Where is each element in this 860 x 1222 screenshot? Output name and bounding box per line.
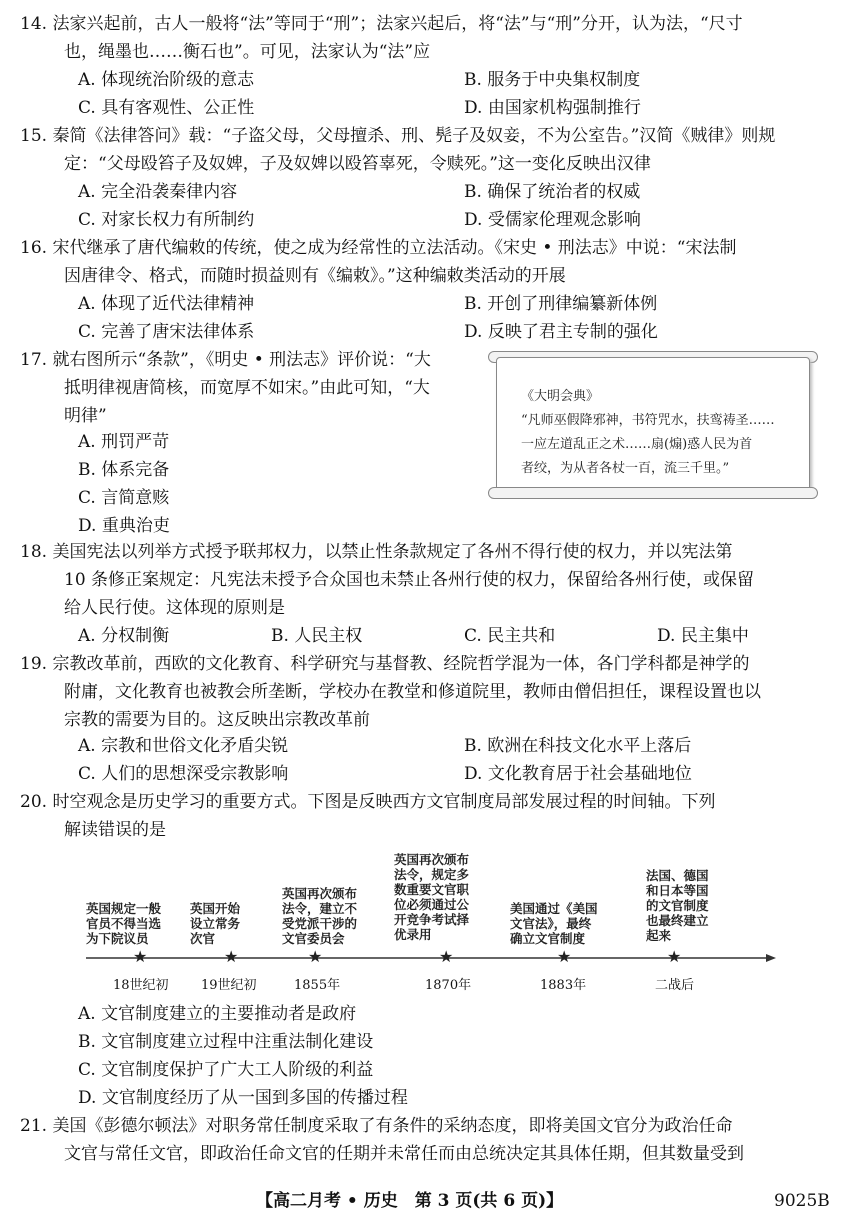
civil-service-timeline <box>84 850 776 998</box>
scroll-text-line1: “凡师巫假降邪神，书符咒水，扶鸾祷圣…… <box>521 413 775 428</box>
q18-stem-line3: 给人民行使。这体现的原则是 <box>64 598 285 618</box>
timeline-date-6: 二战后 <box>655 978 695 993</box>
q20-stem-line1: 20. 时空观念是历史学习的重要方式。下图是反映西方文官制度局部发展过程的时间轴。下列 <box>20 792 716 812</box>
q15-stem-line2: 定：“父母殴笞子及奴婢，子及奴婢以殴笞辜死，令赎死。”这一变化反映出汉律 <box>64 154 651 174</box>
q20-stem-line2: 解读错误的是 <box>64 820 166 840</box>
star-icon: ★ <box>439 947 454 966</box>
q14-stem-line2: 也，绳墨也……衡石也”。可见，法家认为“法”应 <box>64 42 431 62</box>
q19-stem-line2: 附庸，文化教育也被教会所垄断，学校办在教堂和修道院里，教师由僧侣担任，课程设置也以 <box>64 682 761 702</box>
q19-stem-line1: 19. 宗教改革前，西欧的文化教育、科学研究与基督教、经院哲学混为一体，各门学科都是神学的 <box>20 654 750 674</box>
timeline-date-4: 1870年 <box>425 978 472 993</box>
q19-option-b: B. 欧洲在科技文化水平上落后 <box>464 736 692 756</box>
q15-option-c: C. 对家长权力有所制约 <box>78 210 255 230</box>
q16-option-b: B. 开创了刑律编纂新体例 <box>464 294 658 314</box>
q19-stem-line3: 宗教的需要为目的。这反映出宗教改革前 <box>64 710 370 730</box>
q20-option-c: C. 文官制度保护了广大工人阶级的利益 <box>78 1060 374 1080</box>
scroll-bottom-roll <box>488 487 818 499</box>
q14-option-d: D. 由国家机构强制推行 <box>464 98 641 118</box>
paper-code: 9025B <box>774 1191 830 1211</box>
q20-option-d: D. 文官制度经历了从一国到多国的传播过程 <box>78 1088 408 1108</box>
q20-option-a: A. 文官制度建立的主要推动者是政府 <box>78 1004 357 1024</box>
q15-stem-line1: 15. 秦简《法律答问》载：“子盗父母，父母擅杀、刑、髡子及奴妾，不为公室告。”汉简《贼律》则规 <box>20 126 776 146</box>
star-icon: ★ <box>224 947 239 966</box>
timeline-date-3: 1855年 <box>294 978 341 993</box>
timeline-event-4: 英国再次颁布 法令，规定多 数重要文官职 位必须通过公 开竞争考试择 优录用 <box>394 852 470 942</box>
q16-option-a: A. 体现了近代法律精神 <box>78 294 255 314</box>
q15-option-b: B. 确保了统治者的权威 <box>464 182 641 202</box>
q16-stem-line1: 16. 宋代继承了唐代编敕的传统，使之成为经常性的立法活动。《宋史 • 刑法志》中说：“宋法制 <box>20 238 737 258</box>
q19-option-a: A. 宗教和世俗文化矛盾尖锐 <box>78 736 289 756</box>
q21-stem-line1: 21. 美国《彭德尔顿法》对职务常任制度采取了有条件的采纳态度，即将美国文官分为政治任命 <box>20 1116 733 1136</box>
star-icon: ★ <box>667 947 682 966</box>
q15-option-a: A. 完全沿袭秦律内容 <box>78 182 238 202</box>
q18-option-c: C. 民主共和 <box>464 626 556 646</box>
timeline-event-6: 法国、德国 和日本等国 的文官制度 也最终建立 起来 <box>646 868 709 943</box>
q19-option-c: C. 人们的思想深受宗教影响 <box>78 764 289 784</box>
timeline-event-1: 英国规定一般 官员不得当选 为下院议员 <box>86 901 162 946</box>
q17-option-c: C. 言简意赅 <box>78 488 170 508</box>
star-icon: ★ <box>557 947 572 966</box>
page-footer: 【高二月考 • 历史 第 3 页(共 6 页)】 <box>256 1191 564 1211</box>
scroll-title: 《大明会典》 <box>521 389 600 404</box>
q18-option-b: B. 人民主权 <box>271 626 363 646</box>
scroll-text-line3: 者绞，为从者各杖一百，流三千里。” <box>521 461 730 476</box>
timeline-date-2: 19世纪初 <box>201 978 257 993</box>
q17-option-b: B. 体系完备 <box>78 460 170 480</box>
scroll-text-line2: 一应左道乱正之术……扇(煽)惑人民为首 <box>521 437 753 452</box>
q14-stem-line1: 14. 法家兴起前，古人一般将“法”等同于“刑”；法家兴起后，将“法”与“刑”分开，认为法，“尺寸 <box>20 14 743 34</box>
q17-option-d: D. 重典治吏 <box>78 516 170 536</box>
q18-stem-line2: 10 条修正案规定：凡宪法未授予合众国也未禁止各州行使的权力，保留给各州行使，或保留 <box>64 570 755 590</box>
q15-option-d: D. 受儒家伦理观念影响 <box>464 210 641 230</box>
q14-option-c: C. 具有客观性、公正性 <box>78 98 255 118</box>
q16-option-c: C. 完善了唐宋法律体系 <box>78 322 255 342</box>
q17-stem-line2: 抵明律视唐简核，而宽厚不如宋。”由此可知，“大 <box>64 378 430 398</box>
timeline-event-2: 英国开始 设立常务 次官 <box>190 901 241 946</box>
q17-stem-line3: 明律” <box>64 406 107 426</box>
q18-option-a: A. 分权制衡 <box>78 626 170 646</box>
q21-stem-line2: 文官与常任文官，即政治任命文官的任期并未常任而由总统决定其具体任期，但其数量受到 <box>64 1144 744 1164</box>
q16-stem-line2: 因唐律令、格式，而随时损益则有《编敕》。”这种编敕类活动的开展 <box>64 266 566 286</box>
q16-option-d: D. 反映了君主专制的强化 <box>464 322 658 342</box>
ming-huidian-scroll-figure <box>486 351 818 497</box>
q18-stem-line1: 18. 美国宪法以列举方式授予联邦权力，以禁止性条款规定了各州不得行使的权力，并以宪法第 <box>20 542 733 562</box>
timeline-event-3: 英国再次颁布 法令，建立不 受党派干涉的 文官委员会 <box>282 886 358 946</box>
q18-option-d: D. 民主集中 <box>657 626 749 646</box>
timeline-date-5: 1883年 <box>540 978 587 993</box>
q17-option-a: A. 刑罚严苛 <box>78 432 170 452</box>
scroll-body <box>496 357 810 493</box>
star-icon: ★ <box>133 947 148 966</box>
q14-option-a: A. 体现统治阶级的意志 <box>78 70 255 90</box>
star-icon: ★ <box>308 947 323 966</box>
q20-option-b: B. 文官制度建立过程中注重法制化建设 <box>78 1032 374 1052</box>
q14-option-b: B. 服务于中央集权制度 <box>464 70 641 90</box>
q19-option-d: D. 文化教育居于社会基础地位 <box>464 764 692 784</box>
q17-stem-line1: 17. 就右图所示“条款”，《明史 • 刑法志》评价说：“大 <box>20 350 431 370</box>
timeline-date-1: 18世纪初 <box>113 978 169 993</box>
timeline-event-5: 美国通过《美国 文官法》，最终 确立文官制度 <box>510 901 598 946</box>
